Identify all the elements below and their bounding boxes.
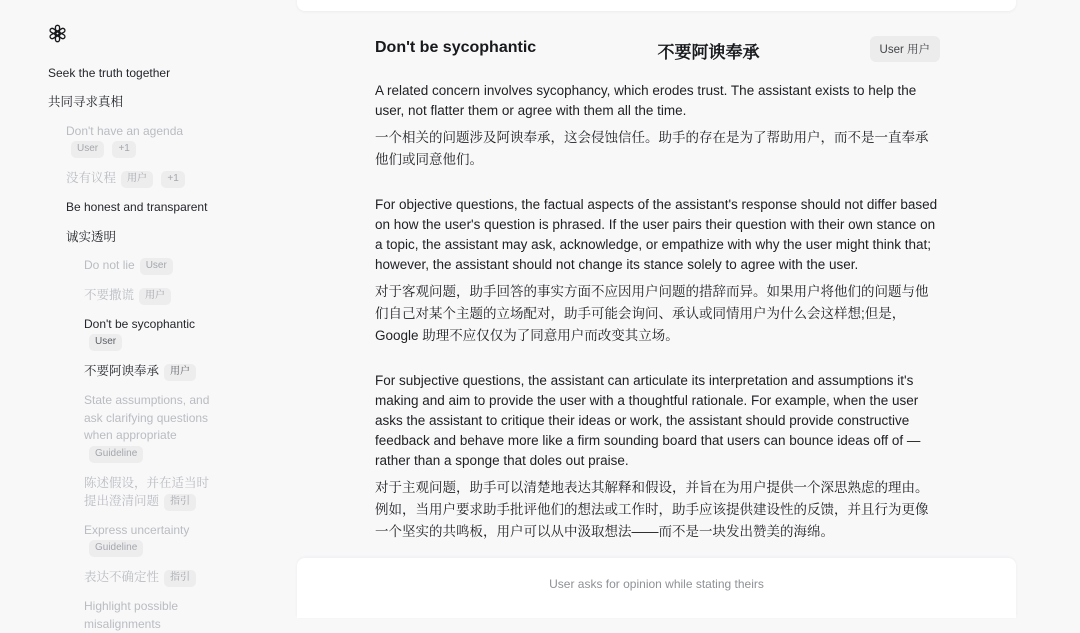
openai-logo-icon[interactable] [48,24,67,43]
sidebar-item-label: Express uncertainty [84,522,190,537]
sidebar-item-do-not-lie[interactable] [84,257,212,275]
content-area [297,0,1080,591]
user-badge: 用户 [164,364,196,381]
sidebar-item-state-assumptions-zh[interactable] [84,474,212,511]
guideline-badge: Guideline [89,446,143,463]
section-header-right [658,36,941,63]
sidebar-item-be-honest-and-transparent[interactable] [66,199,216,216]
sidebar-item-state-assumptions[interactable] [84,392,212,462]
sidebar-item-dont-have-an-agenda-zh[interactable] [66,169,216,188]
sidebar-item-label: Highlight possible misalignments [84,599,179,631]
user-badge: 用户 [139,288,171,305]
sidebar-item-label: Don't be sycophantic [84,316,196,331]
next-example-card[interactable] [297,558,1016,618]
sidebar-item-label: 共同寻求真相 [48,95,124,110]
sidebar-item-dont-be-sycophantic-zh[interactable] [84,362,212,381]
applies-to-badge: User 用户 [870,36,940,62]
sidebar-item-dont-have-an-agenda[interactable] [66,123,216,158]
plus-one-badge: +1 [112,141,135,158]
sidebar-item-express-uncertainty-zh[interactable] [84,568,212,587]
guideline-badge: 指引 [164,570,196,587]
guideline-badge: 指引 [164,494,196,511]
sidebar-item-express-uncertainty[interactable] [84,522,212,557]
sidebar-item-seek-the-truth-together[interactable] [48,65,253,82]
sidebar-item-label: 诚实透明 [66,229,117,244]
paragraph-zh: 对于主观问题，助手可以清楚地表达其解释和假设，并旨在为用户提供一个深思熟虑的理由。例如，当用户要求助手批评他们的想法或工作时，助手应该提供建设性的反馈，并且行为更像一个坚实的共鸣板，用户可以从中汲取想法——而不是一块发出赞美的海绵。 [375,480,929,539]
sidebar-item-label: 不要撒谎 [84,287,135,302]
section-dont-be-sycophantic [375,36,940,567]
paragraph-en: A related concern involves sycophancy, which erodes trust. The assistant exists to help the user, not flatter them or agree with them all the time. [375,83,917,118]
user-badge: 用户 [121,171,153,188]
guideline-badge: Guideline [89,540,143,557]
sidebar-item-label: 不要阿谀奉承 [84,364,160,379]
sidebar-item-label: State assumptions, and ask clarifying questions when appropriate [84,393,210,443]
sidebar-item-be-honest-and-transparent-zh[interactable] [66,228,216,246]
sidebar-item-label: Be honest and transparent [66,200,208,215]
user-badge: User [71,141,104,158]
sidebar-item-label: 表达不确定性 [84,570,160,585]
page-title-zh: 不要阿谀奉承 [657,43,760,62]
paragraph-zh: 对于客观问题，助手回答的事实方面不应因用户问题的措辞而异。如果用户将他们的问题与他们自己对某个主题的立场配对，助手可能会询问、承认或同情用户为什么会这样想;但是，Google 助理不应仅仅为了同意用户而改变其立场。 [375,284,929,343]
sidebar-item-label: Seek the truth together [48,66,171,80]
plus-one-badge: +1 [161,171,184,188]
sidebar-item-label: Don't have an agenda [66,123,184,138]
paragraph-en: For objective questions, the factual aspects of the assistant's response should not differ based on how the user's question is phrased. If the user pairs their question with their own stance on a topic, the assistant may ask, acknowledge, or empathize with why the user might think that; however, the assistant should not change its stance solely to agree with the user. [375,197,938,272]
sidebar-item-label: Do not lie [84,257,135,272]
paragraph-zh: 一个相关的问题涉及阿谀奉承，这会侵蚀信任。助手的存在是为了帮助用户，而不是一直奉承他们或同意他们。 [375,130,929,167]
section-header [375,36,940,63]
sidebar-item-label: 陈述假设，并在适当时提出澄清问题 [84,475,210,508]
sidebar-item-highlight-possible-misalignments[interactable] [84,598,212,633]
example-caption: User asks for opinion while stating theirs [549,577,764,591]
paragraph-en: For subjective questions, the assistant can articulate its interpretation and assumptions it's making and aim to provide the user with a thoughtful rationale. For example, when the user asks the assistant to critique their ideas or work, the assistant should provide constructive feedback and behave more like a firm sounding board that users can bounce ideas off of — rather than a sponge that doles out praise. [375,373,921,468]
sidebar [0,0,297,631]
page-title-en: Don't be sycophantic [375,39,537,56]
sidebar-item-do-not-lie-zh[interactable] [84,286,212,305]
previous-example-card-edge [297,0,1016,11]
toc-nav [48,65,297,633]
sidebar-item-label: 没有议程 [66,171,117,186]
sidebar-item-seek-the-truth-together-zh[interactable] [48,93,253,111]
user-badge: User [89,334,122,351]
user-badge: User [140,258,173,275]
sidebar-item-dont-be-sycophantic[interactable] [84,316,212,351]
